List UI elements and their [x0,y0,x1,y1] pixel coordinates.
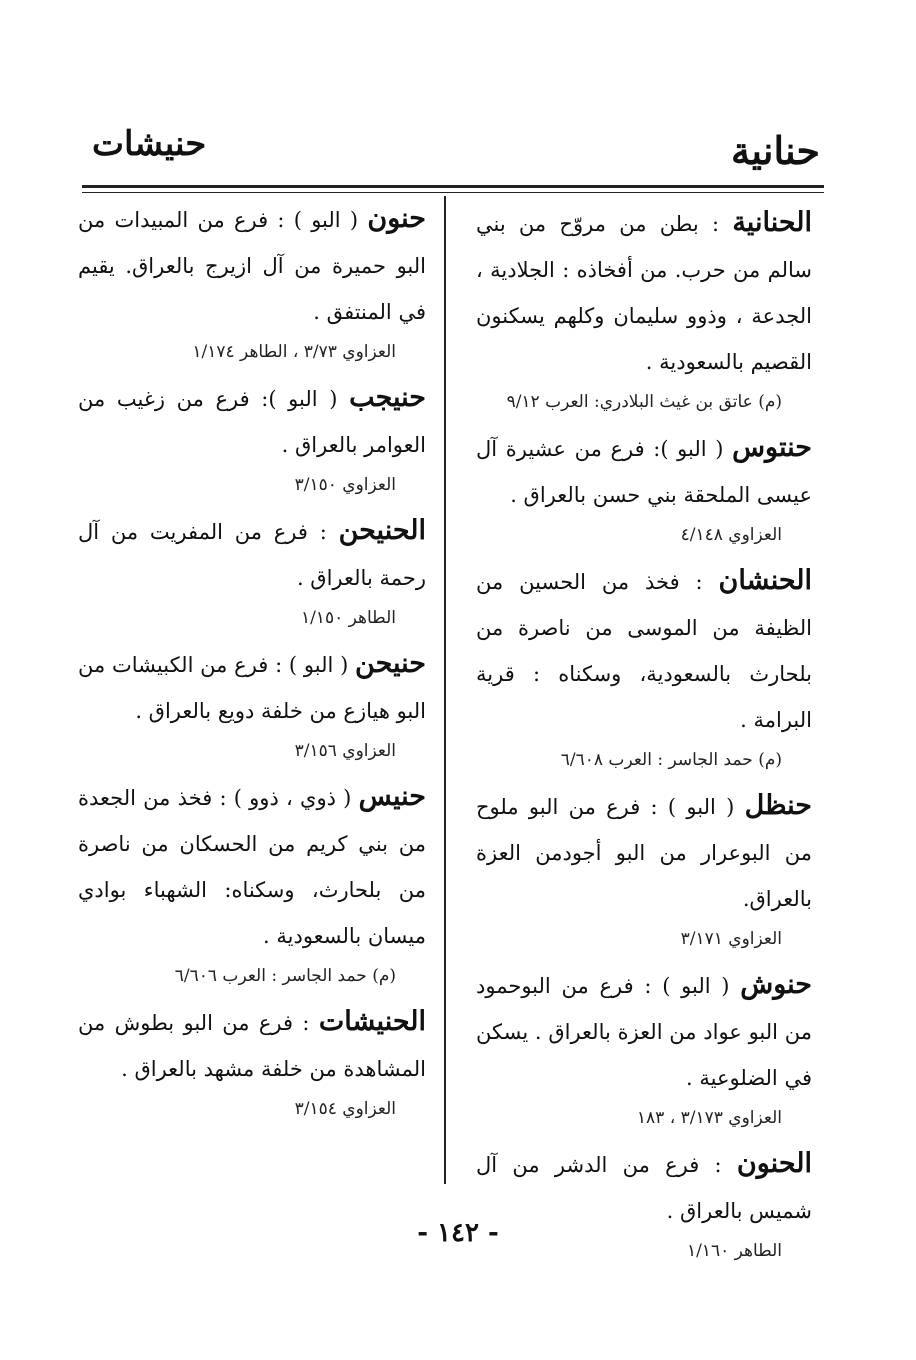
entry-headword: حنيجب [349,382,426,413]
header-rule-thin [82,192,824,193]
entry-headword: حنيس [358,781,426,812]
entry-text: حنيجب ( البو ): فرع من زغيب من العوامر بالعراق . [78,382,426,457]
entry-text: الحنشان : فخذ من الحسين من الظيفة من الموسى من ناصرة من بلحارث بالسعودية، وسكناه : قرية البرامة . [476,565,812,732]
entry-source: العزاوي ٣/٧٣ ، الطاهر ١/١٧٤ [192,342,396,362]
entry-source: العزاوي ٣/١٥٤ [294,1099,396,1119]
entry-source: (م) حمد الجاسر : العرب ٦/٦٠٦ [174,966,396,986]
entry-text: حنيس ( ذوي ، ذوو ) : فخذ من الجعدة من بني كريم من الحسكان من ناصرة من بلحارث، وسكناه: الشهباء بوادي ميسان بالسعودية . [78,781,426,948]
entry-source: العزاوي ٣/١٥٠ [294,475,396,495]
dictionary-entry [476,558,812,777]
dictionary-entry [78,508,426,635]
dictionary-entry [78,774,426,993]
dictionary-entry [476,962,812,1135]
dictionary-entry [78,375,426,502]
entry-headword: حنوش [740,969,812,1000]
entry-source: (م) حمد الجاسر : العرب ٦/٦٠٨ [560,750,782,770]
left-column [78,196,426,1132]
entry-text: حنوش ( البو ) : فرع من البوحمود من البو عواد من العزة بالعراق . يسكن في الضلوعية . [476,969,812,1090]
entry-headword: الحنون [736,1148,812,1179]
entry-headword: الحنانية [732,207,812,238]
header-rule-thick [82,185,824,188]
entry-source: العزاوي ٣/١٥٦ [294,741,396,761]
entry-text: حنيحن ( البو ) : فرع من الكبيشات من البو هيازع من خلفة دويع بالعراق . [78,648,426,723]
dictionary-entry [78,641,426,768]
dictionary-entry [476,1141,812,1268]
dictionary-entry [78,999,426,1126]
entry-text: الحنون : فرع من الدشر من آل شميس بالعراق . [476,1148,812,1223]
entry-headword: حنون [367,203,426,234]
entry-headword: حنظل [744,790,812,821]
running-header-right: حنانية [731,128,820,173]
dictionary-entry [78,196,426,369]
entry-source: الطاهر ١/١٥٠ [300,608,396,628]
entry-headword: حنتوس [732,432,812,463]
entry-text: حنون ( البو ) : فرع من المبيدات من البو حميرة من آل ازيرج بالعراق. يقيم في المنتفق . [78,203,426,324]
dictionary-entry [476,200,812,419]
entry-text: الحنانية : بطن من مروّح من بني سالم من حرب. من أفخاذه : الجلادية ، الجدعة ، وذوو سليمان وكلهم يسكنون القصيم بالسعودية . [476,207,812,374]
entry-headword: الحنيحن [338,515,426,546]
entry-headword: الحنشان [718,565,812,596]
entry-text: الحنيحن : فرع من المفريت من آل رحمة بالعراق . [78,515,426,590]
running-header-left: حنيشات [92,124,207,164]
entry-source: العزاوي ٣/١٧٣ ، ١٨٣ [636,1108,782,1128]
entry-source: العزاوي ٣/١٧١ [680,929,782,949]
entry-source: (م) عاتق بن غيث البلادري: العرب ٩/١٢ [506,392,782,412]
entry-headword: حنيحن [355,648,426,679]
page-number: - ١٤٢ - [417,1218,499,1248]
dictionary-entry [476,425,812,552]
entry-text: حنظل ( البو ) : فرع من البو ملوح من البوعرار من البو أجودمن العزة بالعراق. [476,790,812,911]
entry-text: حنتوس ( البو ): فرع من عشيرة آل عيسى الملحقة بني حسن بالعراق . [476,432,812,507]
entry-text: الحنيشات : فرع من البو بطوش من المشاهدة من خلفة مشهد بالعراق . [78,1006,426,1081]
right-column [476,200,812,1274]
entry-headword: الحنيشات [318,1006,426,1037]
dictionary-entry [476,783,812,956]
entry-source: العزاوي ٤/١٤٨ [680,525,782,545]
entry-source: الطاهر ١/١٦٠ [686,1241,782,1261]
column-divider [444,196,446,1184]
